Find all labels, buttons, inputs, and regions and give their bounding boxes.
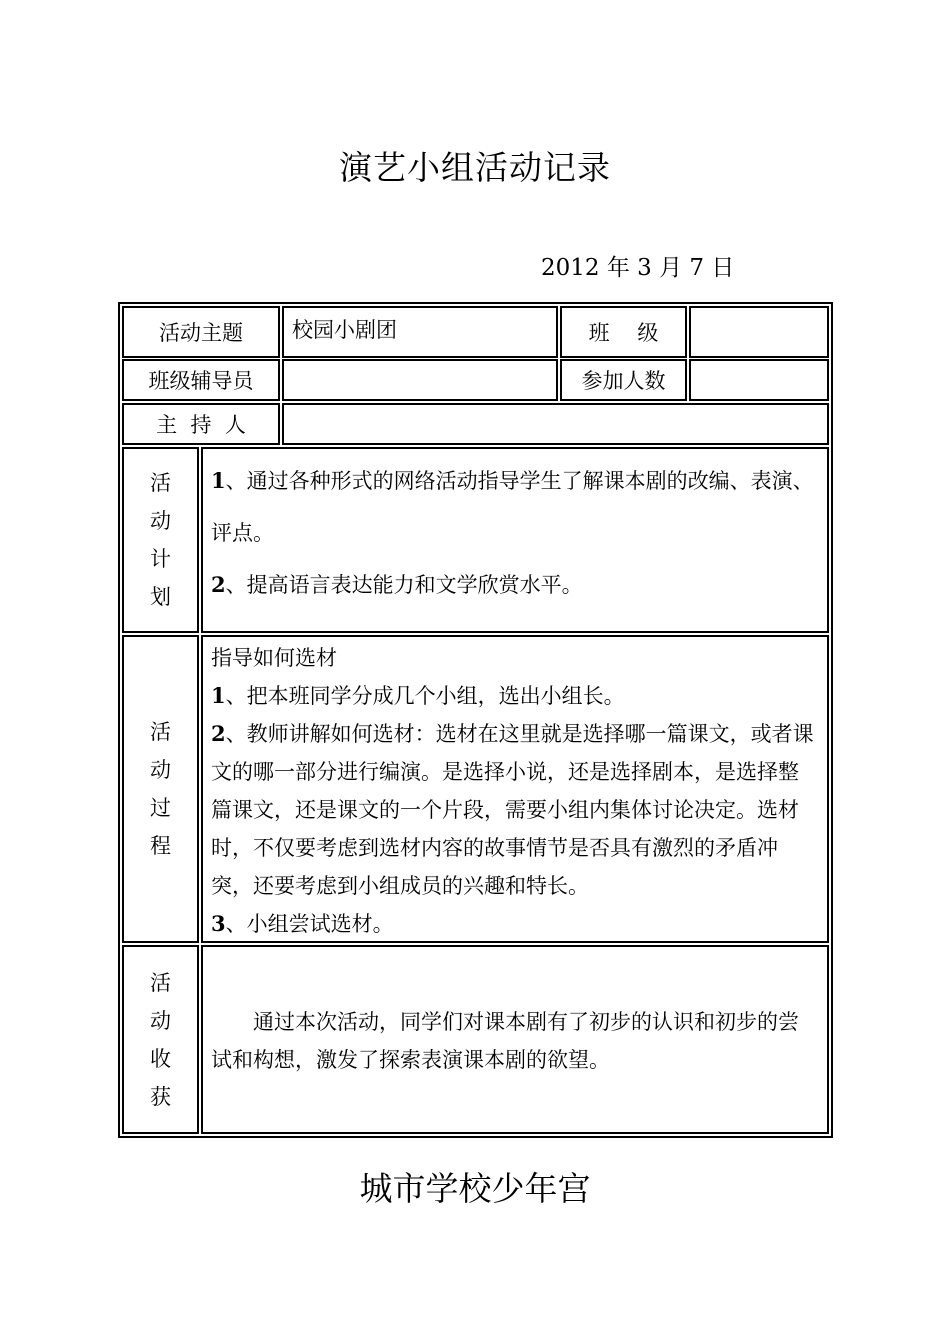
gains-label-char: 获 <box>150 1084 171 1109</box>
topic-label-text: 活动主题 <box>159 321 243 345</box>
count-label-text: 参加人数 <box>581 369 666 393</box>
item-text: 、小组尝试选材。 <box>225 912 394 936</box>
plan-label-char: 计 <box>150 547 171 571</box>
process-label-char: 动 <box>150 758 171 782</box>
item-number: 2 <box>211 721 226 746</box>
gains-label-char: 收 <box>150 1046 171 1071</box>
gains-label-char: 动 <box>150 1008 171 1033</box>
plan-label <box>122 447 199 633</box>
page-title: 演艺小组活动记录 <box>339 148 611 187</box>
gains-text: 通过本次活动，同学们对课本剧有了初步的认识和初步的尝试和构想，激发了探索表演课本剧的欲望。 <box>211 1010 799 1072</box>
topic-label <box>122 306 280 358</box>
process-item <box>211 677 819 715</box>
plan-label-char: 划 <box>150 585 171 609</box>
item-number: 2 <box>211 572 226 597</box>
item-number: 3 <box>211 911 226 936</box>
process-item <box>211 715 819 905</box>
process-item <box>211 905 819 943</box>
process-label-char: 程 <box>150 834 171 858</box>
item-text: 、教师讲解如何选材：选材在这里就是选择哪一篇课文，或者课文的哪一部分进行编演。是选择小说，还是选择剧本，是选择整篇课文，还是课文的一个片段，需要小组内集体讨论决定。选材时，不仅要考虑到选材内容的故事情节是否具有激烈的矛盾冲突，还要考虑到小组成员的兴趣和特长。 <box>211 722 814 898</box>
tutor-label-text: 班级辅导员 <box>148 369 254 393</box>
plan-content <box>201 447 829 633</box>
item-number: 1 <box>211 683 226 708</box>
process-label-char: 过 <box>150 796 171 820</box>
plan-label-char: 动 <box>150 509 171 533</box>
count-value-cell <box>689 359 829 401</box>
topic-value-cell <box>282 306 558 358</box>
process-label-char: 活 <box>150 720 171 744</box>
item-number: 1 <box>211 468 226 493</box>
class-label <box>560 306 687 358</box>
gains-label <box>122 945 199 1134</box>
class-value-cell <box>689 306 829 358</box>
process-content <box>201 635 829 943</box>
record-date: 2012 年 3 月 7 日 <box>541 255 735 281</box>
gains-content <box>201 945 829 1134</box>
topic-value: 校园小剧团 <box>292 318 397 342</box>
item-text: 、通过各种形式的网络活动指导学生了解课本剧的改编、表演、评点。 <box>211 469 814 545</box>
tutor-label <box>122 359 280 401</box>
host-value-cell <box>282 403 829 445</box>
process-intro: 指导如何选材 <box>211 646 337 670</box>
item-text: 、把本班同学分成几个小组，选出小组长。 <box>225 684 625 708</box>
footer-organization: 城市学校少年宫 <box>359 1169 591 1208</box>
count-label <box>560 359 687 401</box>
tutor-value-cell <box>282 359 558 401</box>
host-label <box>122 403 280 445</box>
host-label-text: 主 持 人 <box>156 413 246 437</box>
plan-item <box>211 455 819 559</box>
gains-label-char: 活 <box>150 970 171 995</box>
item-text: 、提高语言表达能力和文学欣赏水平。 <box>225 573 583 597</box>
process-label <box>122 635 199 943</box>
class-label-text: 班 级 <box>588 321 659 345</box>
plan-label-char: 活 <box>150 471 171 495</box>
plan-item <box>211 559 819 611</box>
